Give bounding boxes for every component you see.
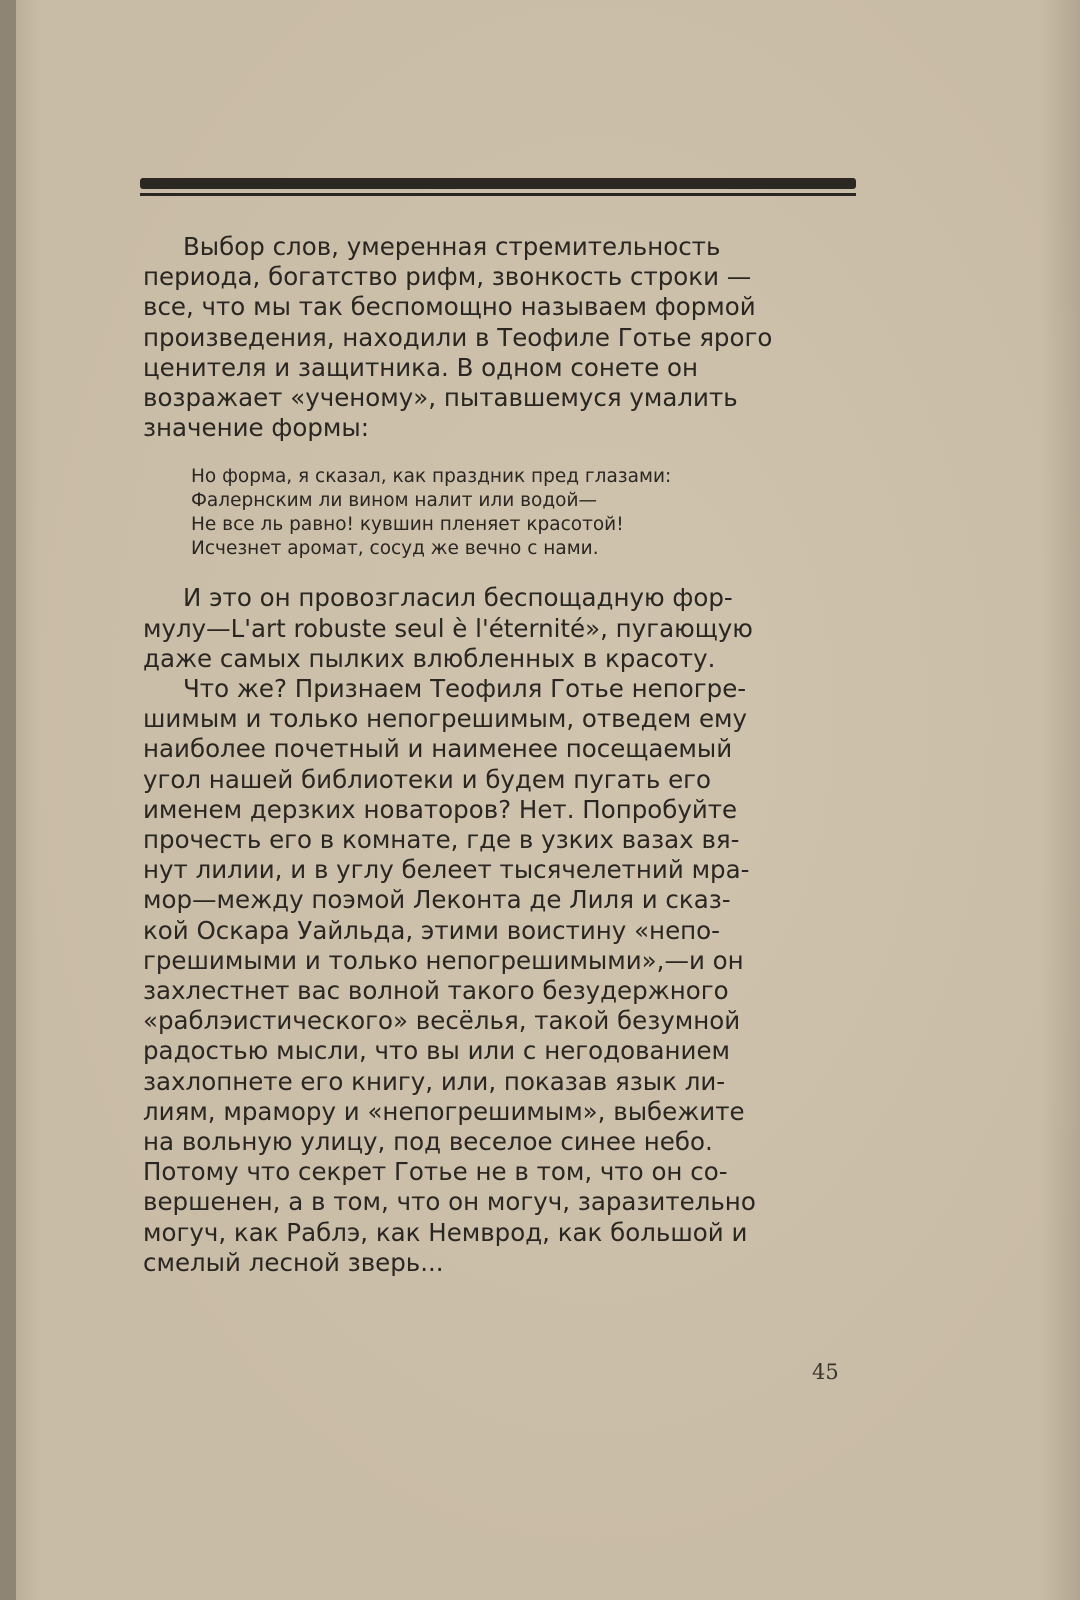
text-line: смелый лесной зверь... [143,1247,444,1277]
text-line: «раблэистического» весёлья, такой безумной [143,1006,741,1036]
paragraph-3 [143,674,863,1278]
text-line: все, что мы так беспомощно называем формой [143,292,756,322]
text-line: Выбор слов, умеренная стремительность [183,232,721,261]
text-line: периода, богатство рифм, звонкость строки — [143,262,752,292]
text-line: шимым и только непогрешимым, отведем ему [143,704,748,734]
text-line: нут лилии, и в углу белеет тысячелетний мра- [143,855,750,885]
text-line: значение формы: [143,413,369,443]
page-number: 45 [812,1360,839,1384]
text-line: даже самых пылких влюбленных в красоту. [143,643,716,673]
text-line: вершенен, а в том, что он могуч, заразительно [143,1187,756,1217]
verse-line: Исчезнет аромат, сосуд же вечно с нами. [191,538,599,560]
text-line: ценителя и защитника. В одном сонете он [143,352,699,382]
body-text [143,232,863,1278]
text-line: грешимыми и только непогрешимыми»,—и он [143,945,744,975]
text-line: могуч, как Раблэ, как Немврод, как большой и [143,1217,748,1247]
text-line: И это он провозгласил беспощадную фор- [183,583,733,613]
verse-quote [191,465,863,561]
text-line: Потому что секрет Готье не в том, что он со- [143,1157,728,1187]
text-line: радостью мысли, что вы или с негодованием [143,1036,731,1066]
header-rule-thick [140,178,856,189]
header-rule-thin [140,193,856,196]
verse-line: Не все ль равно! кувшин пленяет красотой! [191,514,624,536]
verse-line: Фалернским ли вином налит или водой— [191,490,597,512]
text-line: наиболее почетный и наименее посещаемый [143,734,733,764]
text-line: захлестнет вас волной такого безудержного [143,976,729,1006]
text-line: Что же? Признаем Теофиля Готье непогре- [183,674,747,704]
paragraph-1 [143,232,863,443]
book-gutter [0,0,16,1600]
text-line: угол нашей библиотеки и будем пугать его [143,764,712,794]
verse-line: Но форма, я сказал, как праздник пред глазами: [191,466,672,488]
text-line: возражает «ученому», пытавшемуся умалить [143,383,738,413]
header-rule [140,178,856,198]
text-line: мор—между поэмой Леконта де Лиля и сказ- [143,885,731,915]
text-line: лиям, мрамору и «непогрешимым», выбежите [143,1096,745,1126]
text-line: мулу—L'art robuste seul è l'éternité», пугающую [143,613,753,643]
text-line: захлопнете его книгу, или, показав язык ли- [143,1066,726,1096]
paragraph-2 [143,583,863,674]
text-line: прочесть его в комнате, где в узких вазах вя- [143,825,740,855]
text-line: на вольную улицу, под веселое синее небо. [143,1127,713,1157]
text-line: кой Оскара Уайльда, этими воистину «непо- [143,915,720,945]
text-line: именем дерзких новаторов? Нет. Попробуйте [143,794,738,824]
text-line: произведения, находили в Теофиле Готье ярого [143,322,773,352]
